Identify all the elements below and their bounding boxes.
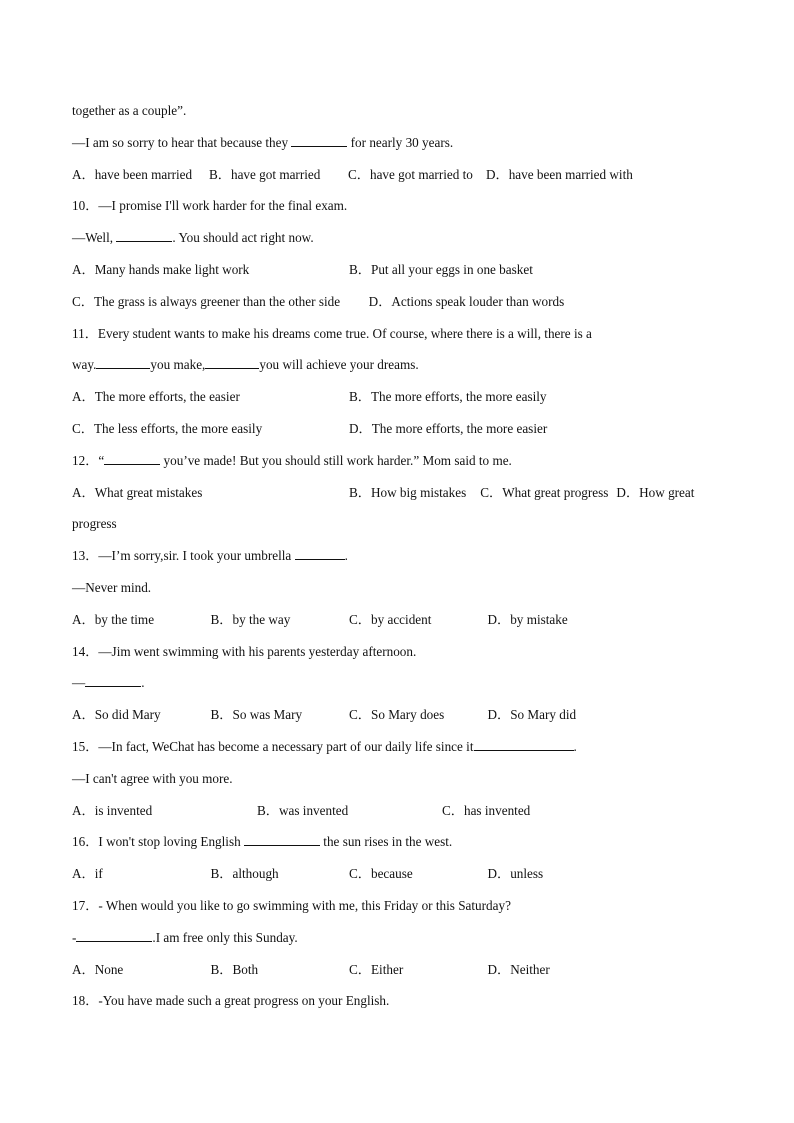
- answer-blank[interactable]: [76, 928, 152, 942]
- option-c[interactable]: C．The grass is always greener than the other side: [72, 293, 341, 309]
- text-line: together as a couple”.: [72, 103, 187, 118]
- question-line: — .: [72, 675, 145, 691]
- option-c[interactable]: C．So Mary does: [349, 707, 445, 723]
- question-15: 15．—In fact, WeChat has become a necessary part of our daily life since it .: [72, 738, 577, 754]
- option-b[interactable]: B．was invented: [257, 802, 349, 818]
- option-c[interactable]: C．because: [349, 866, 413, 882]
- option-a[interactable]: A．if: [72, 866, 103, 882]
- option-d[interactable]: D．How great: [616, 484, 695, 500]
- question-16: 16．I won't stop loving English the sun rises in the west.: [72, 834, 453, 850]
- option-a[interactable]: A．is invented: [72, 802, 153, 818]
- option-a[interactable]: A．have been married: [72, 166, 193, 182]
- question-13: 13．—I’m sorry,sir. I took your umbrella .: [72, 548, 348, 564]
- question-17: 17．- When would you like to go swimming with me, this Friday or this Saturday?: [72, 897, 511, 913]
- option-d[interactable]: D．Actions speak louder than words: [368, 293, 565, 309]
- answer-blank[interactable]: [104, 451, 160, 465]
- option-c[interactable]: C．have got married to: [348, 166, 473, 182]
- question-line: - .I am free only this Sunday.: [72, 929, 298, 945]
- question-10: 10．—I promise I'll work harder for the final exam.: [72, 198, 348, 214]
- option-a[interactable]: A．So did Mary: [72, 707, 161, 723]
- answer-blank[interactable]: [96, 355, 150, 369]
- worksheet-page: [72, 98, 732, 1020]
- option-c[interactable]: C．The less efforts, the more easily: [72, 420, 263, 436]
- answer-blank[interactable]: [116, 228, 172, 242]
- option-d[interactable]: D．unless: [487, 866, 544, 882]
- option-b[interactable]: B．have got married: [209, 166, 321, 182]
- option-c[interactable]: C．by accident: [349, 611, 432, 627]
- option-d[interactable]: D．So Mary did: [487, 707, 577, 723]
- option-c[interactable]: C．What great progress: [480, 484, 609, 500]
- option-b[interactable]: B．How big mistakes: [349, 484, 467, 500]
- option-d[interactable]: D．by mistake: [487, 611, 568, 627]
- options-row: [72, 861, 732, 893]
- question-11: 11．Every student wants to make his dreams come true. Of course, where there is a will, there is a: [72, 325, 592, 341]
- question-12: 12．“ you’ve made! But you should still work harder.” Mom said to me.: [72, 452, 512, 468]
- options-row: [72, 257, 732, 289]
- text-line: progress: [72, 516, 117, 532]
- options-row: [72, 384, 732, 416]
- option-a[interactable]: A．by the time: [72, 611, 155, 627]
- question-line: —Well, . You should act right now.: [72, 230, 314, 246]
- option-b[interactable]: B．The more efforts, the more easily: [349, 389, 547, 405]
- text-line: —Never mind.: [72, 579, 152, 595]
- options-row: [72, 416, 732, 448]
- question-line: —I am so sorry to hear that because they for nearly 30 years.: [72, 134, 454, 150]
- option-b[interactable]: B．Both: [210, 961, 259, 977]
- options-row: [72, 607, 732, 639]
- answer-blank[interactable]: [205, 355, 259, 369]
- answer-blank[interactable]: [474, 737, 574, 751]
- options-row: [72, 957, 732, 989]
- option-c[interactable]: C．has invented: [442, 802, 531, 818]
- answer-blank[interactable]: [85, 673, 141, 687]
- text-line: —I can't agree with you more.: [72, 770, 233, 786]
- question-line: way. you make, you will achieve your dreams.: [72, 357, 419, 373]
- option-b[interactable]: B．Put all your eggs in one basket: [349, 261, 533, 277]
- options-row: [72, 702, 732, 734]
- options-row: [72, 162, 732, 194]
- option-a[interactable]: A．None: [72, 961, 124, 977]
- option-b[interactable]: B．although: [210, 866, 279, 882]
- option-b[interactable]: B．by the way: [210, 611, 291, 627]
- option-b[interactable]: B．So was Mary: [210, 707, 303, 723]
- options-row: [72, 798, 732, 830]
- options-row: [72, 480, 732, 512]
- options-row: [72, 289, 732, 321]
- option-a[interactable]: A．The more efforts, the easier: [72, 389, 240, 405]
- option-d[interactable]: D．have been married with: [486, 166, 633, 182]
- option-d[interactable]: D．Neither: [487, 961, 550, 977]
- option-c[interactable]: C．Either: [349, 961, 404, 977]
- answer-blank[interactable]: [291, 133, 347, 147]
- answer-blank[interactable]: [244, 832, 320, 846]
- option-a[interactable]: A．Many hands make light work: [72, 261, 250, 277]
- option-d[interactable]: D．The more efforts, the more easier: [349, 420, 548, 436]
- answer-blank[interactable]: [295, 546, 345, 560]
- option-a[interactable]: A．What great mistakes: [72, 484, 203, 500]
- question-18: 18．-You have made such a great progress on your English.: [72, 993, 390, 1009]
- question-14: 14．—Jim went swimming with his parents yesterday afternoon.: [72, 643, 417, 659]
